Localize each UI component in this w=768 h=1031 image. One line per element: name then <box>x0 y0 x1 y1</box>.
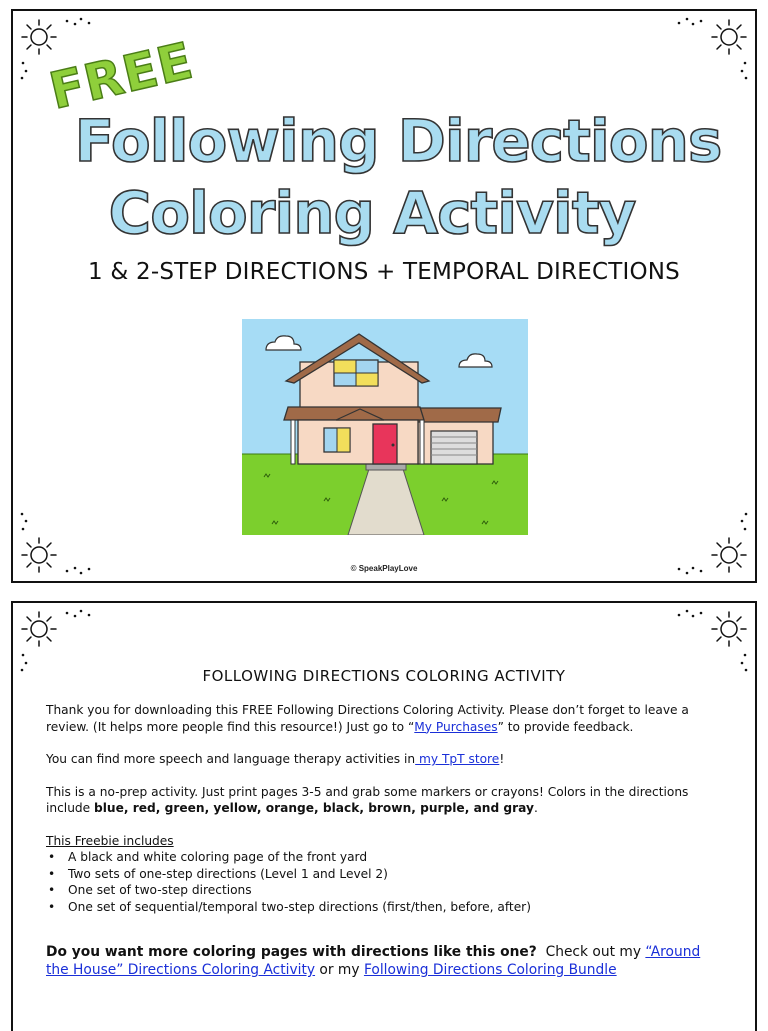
no-prep-paragraph <box>46 784 716 817</box>
cta-text: Check out my <box>536 944 646 960</box>
copyright-notice: © SpeakPlayLove <box>350 564 418 573</box>
store-paragraph <box>46 751 716 768</box>
title-line-2: Coloring Activity <box>108 179 636 247</box>
list-item: • One set of sequential/temporal two-step directions (first/then, before, after) <box>46 899 716 916</box>
info-body <box>46 702 716 995</box>
includes-heading: This Freebie includes <box>46 833 174 848</box>
para1-end: ” to provide feedback. <box>497 719 634 734</box>
sun-doodle-icon <box>671 15 751 85</box>
para2-text: You can find more speech and language therapy activities in <box>46 752 416 766</box>
para3-text: This is a no-prep activity. Just print pages 3-5 and grab some markers or crayons! Colors in the directions include <box>46 784 689 815</box>
my-purchases-link[interactable]: My Purchases <box>414 719 498 734</box>
thank-you-paragraph <box>46 702 716 735</box>
list-item: • One set of two-step directions <box>46 882 716 899</box>
includes-list <box>46 849 716 915</box>
cta-mid: or my <box>315 962 364 978</box>
house-illustration <box>242 319 528 535</box>
para2-end: ! <box>499 752 505 766</box>
list-item: • A black and white coloring page of the front yard <box>46 849 716 866</box>
tpt-store-link[interactable]: my TpT store <box>415 752 500 766</box>
includes-section <box>46 833 716 916</box>
cover-page <box>11 9 757 583</box>
cta-question: Do you want more coloring pages with directions like this one? <box>46 944 537 960</box>
title-line-1: Following Directions <box>74 107 722 175</box>
para1-text: Thank you for downloading this FREE Following Directions Coloring Activity. Please don’t forget to leave a review. (It helps more people find this resource!) Just go to “ <box>46 703 689 734</box>
free-badge: FREE <box>44 31 199 121</box>
coloring-bundle-link[interactable]: Following Directions Coloring Bundle <box>363 962 617 978</box>
around-the-house-link[interactable]: “Around the House” Directions Coloring Activity <box>46 944 701 978</box>
subtitle: 1 & 2-STEP DIRECTIONS + TEMPORAL DIRECTIONS <box>88 259 680 285</box>
page-heading: FOLLOWING DIRECTIONS COLORING ACTIVITY <box>202 667 566 685</box>
para3-end: . <box>533 801 538 815</box>
info-page <box>11 601 757 1031</box>
cta-paragraph <box>46 943 716 979</box>
list-item: • Two sets of one-step directions (Level 1 and Level 2) <box>46 866 716 883</box>
colors-list: blue, red, green, yellow, orange, black, brown, purple, and gray <box>94 801 534 815</box>
